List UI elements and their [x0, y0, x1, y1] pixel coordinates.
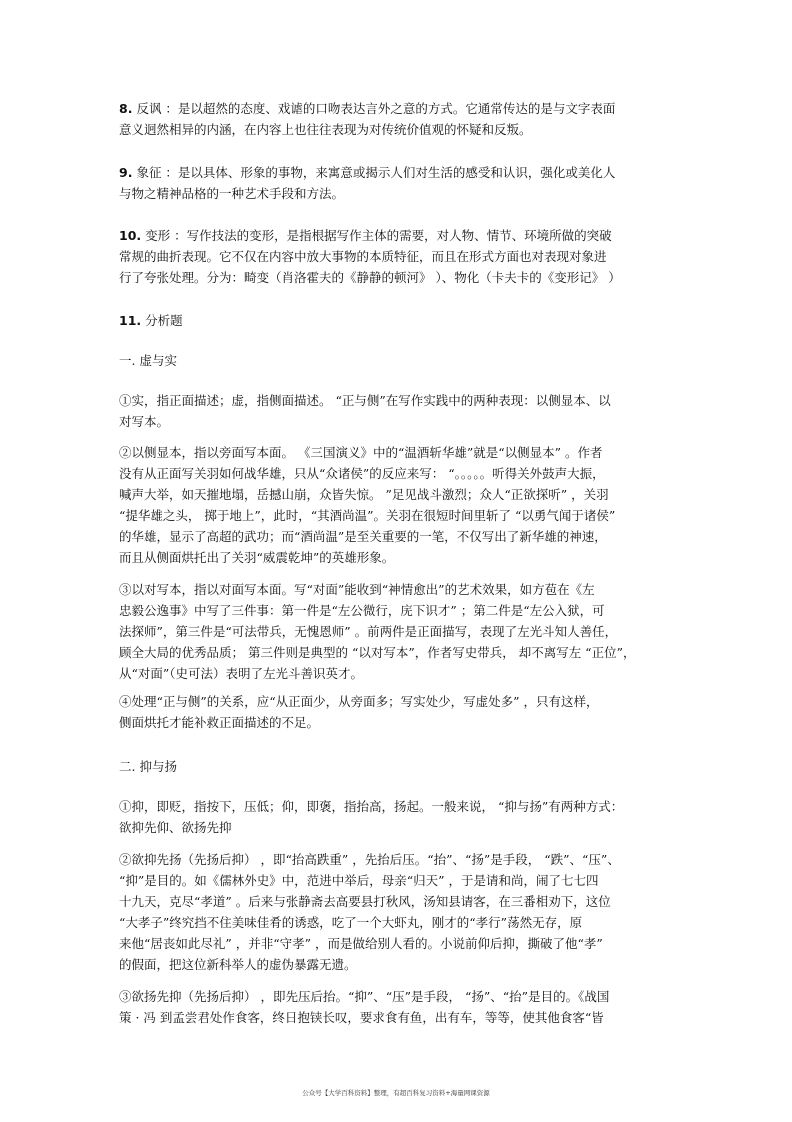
paragraph: ①抑，即贬，指按下，压低；仰，即褒，指抬高，扬起。一般来说， “抑与扬”有两种方式： 欲抑先仰、欲扬先抑: [119, 799, 624, 835]
section-title: 分析题: [145, 313, 183, 328]
term-symbol: [119, 162, 679, 204]
section-number: 11.: [119, 313, 142, 328]
paragraph: ③以对写本，指以对面写本面。写“对面”能收到“神情愈出”的艺术效果，如方苞在《左 忠毅公逸事》中写了三件事：第一件是“左公微行，庑下识才” ；第二件是“左公入狱，可 法探师”，第三件是“可法带兵，无愧恩师” 。前两件是正面描写，表现了左光斗知人善任， 顾全大局的优秀品质； 第三件则是典型的 “以对写本”，作者写史带兵， 却不离写左 “正位”， 从“对面”（史可法）表明了左光斗善识英才。: [119, 582, 636, 681]
term-line: 行了夸张处理。分为：畸变（肖洛霍夫的《静静的顿河》 ）、物化（卡夫卡的《变形记》 ）: [119, 270, 621, 285]
term-line: 8. 反讽 ：是以超然的态度、戏谑的口吻表达言外之意的方式。它通常传达的是与文字表面: [119, 101, 616, 116]
paragraph: ②以侧显本，指以旁面写本面。 《三国演义》中的“温酒斩华雄”就是“以侧显本” 。作者 没有从正面写关羽如何战华雄，只从“众诸侯”的反应来写： “。。。。。听得关外鼓声大振， 喊声大举，如天摧地塌，岳撼山崩，众皆失惊。 ”足见战斗激烈；众人“正欲探听” ，关羽 “提华雄之头， 掷于地上”，此时，“其酒尚温”。关羽在很短时间里斩了 “以勇气闻于诸侯” 的华雄，显示了高超的武功；而“酒尚温”是至关重要的一笔，不仅写出了新华雄的神速， 而且从侧面烘托出了关羽“威震乾坤”的英雄形象。: [119, 445, 616, 565]
term-line: 与物之精神品格的一种艺术手段和方法。: [119, 186, 345, 201]
part-title-virtual-real: 一. 虚与实: [119, 353, 177, 368]
term-line: 10. 变形 ：写作技法的变形，是指根据写作主体的需要，对人物、情节、环境所做的突破: [119, 228, 612, 243]
section-heading: [119, 310, 183, 331]
term-irony: [119, 98, 679, 140]
term-line: 意义迥然相异的内涵，在内容上也往往表现为对传统价值观的怀疑和反叛。: [119, 122, 532, 137]
footer-note: 公众号【大学百科资料】整理，有超百科复习资料+海量网课资源: [302, 1089, 490, 1097]
term-number: 8.: [119, 101, 133, 116]
paragraph: ③欲扬先抑（先扬后抑） ，即先压后抬。“抑”、“压”是手段， “扬”、“抬”是目的。《战国 策 · 冯 到孟尝君处作食客，终日抱铗长叹，要求食有鱼，出有车，等等，使其他食客“皆: [119, 989, 610, 1025]
term-line: 常规的曲折表现。它不仅在内容中放大事物的本质特征，而且在形式方面也对表现对象进: [119, 249, 607, 264]
part-title-suppress-raise: 二. 抑与扬: [119, 759, 177, 774]
term-line: 9. 象征 ：是以具体、形象的事物，来寓意或揭示人们对生活的感受和认识，强化或美化人: [119, 165, 616, 180]
paragraph: ④处理“正与侧”的关系，应“从正面少，从旁面多；写实处少，写虚处多” ，只有这样， 侧面烘托才能补救正面描述的不足。: [119, 694, 599, 730]
term-number: 9.: [119, 165, 133, 180]
paragraph: ①实，指正面描述；虚，指侧面描述。 “正与侧”在写作实践中的两种表现：以侧显本、以 对写本。: [119, 393, 611, 429]
term-deformation: [119, 225, 679, 288]
term-number: 10.: [119, 228, 142, 243]
paragraph: ②欲抑先扬（先扬后抑） ，即“抬高跌重” ，先抬后压。“抬”、“扬”是手段， “跌”、“压”、 “抑”是目的。如《儒林外史》中，范进中举后，母亲“归天” ，于是请和尚，闹了七七四 十九天，克尽“孝道” 。后来与张静斋去高要县打秋风，汤知县请客，在三番相劝下，这位 “大孝子”终究挡不住美味佳肴的诱惑，吃了一个大虾丸，刚才的“孝行”荡然无存，原 来他“居丧如此尽礼” ，并非“守孝” ，而是做给别人看的。小说前仰后抑，撕破了他“孝” 的假面，把这位新科举人的虚伪暴露无遗。: [119, 852, 620, 972]
